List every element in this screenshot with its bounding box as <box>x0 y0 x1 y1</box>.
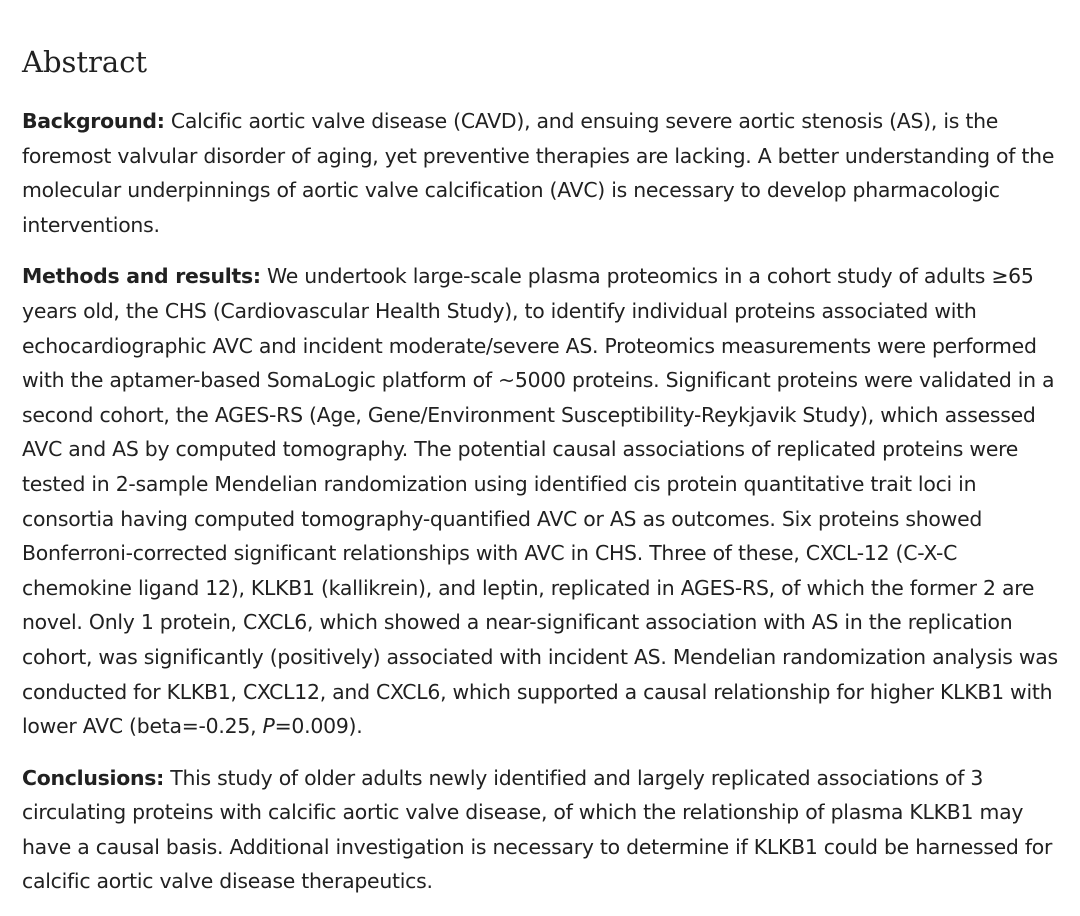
background-label: Background: <box>22 109 165 133</box>
conclusions-label: Conclusions: <box>22 765 165 790</box>
background-paragraph <box>22 104 1062 242</box>
p-value-symbol: P <box>262 714 275 739</box>
abstract-heading: Abstract <box>22 45 148 79</box>
methods-results-text: We undertook large-scale plasma proteomics in a cohort study of adults ≥65 years old, the CHS (Cardiovascular Health Study), to identify individual proteins associated with echocardiographic AVC and incident moderate/severe AS. Proteomics measurements were performed with the aptamer-based SomaLogic platform of ~5000 proteins. Significant proteins were validated in a second cohort, the AGES-RS (Age, Gene/Environment Susceptibility-Reykjavik Study), which assessed AVC and AS by computed tomography. The potential causal associations of replicated proteins were tested in 2-sample Mendelian randomization using identified cis protein quantitative trait loci in consortia having computed tomography-quantified AVC or AS as outcomes. Six proteins showed Bonferroni-corrected significant relationships with AVC in CHS. Three of these, CXCL-12 (C-X-C chemokine ligand 12), KLKB1 (kallikrein), and leptin, replicated in AGES-RS, of which the former 2 are novel. Only 1 protein, CXCL6, which showed a near-significant association with AS in the replication cohort, was significantly (positively) associated with incident AS. Mendelian randomization analysis was conducted for KLKB1, CXCL12, and CXCL6, which supported a causal relationship for higher KLKB1 with lower AVC (beta=-0.25, <box>22 264 1058 739</box>
conclusions-paragraph <box>22 761 1062 899</box>
abstract-section <box>22 40 1062 916</box>
methods-results-text-end: =0.009). <box>274 714 363 739</box>
background-text: Calcific aortic valve disease (CAVD), and ensuing severe aortic stenosis (AS), is the foremost valvular disorder of aging, yet preventive therapies are lacking. A better understanding of the molecular underpinnings of aortic valve calcification (AVC) is necessary to develop pharmacologic interventions. <box>22 109 1055 237</box>
methods-results-label: Methods and results: <box>22 264 261 289</box>
methods-results-paragraph <box>22 259 1062 743</box>
conclusions-text: This study of older adults newly identified and largely replicated associations of 3 circulating proteins with calcific aortic valve disease, of which the relationship of plasma KLKB1 may have a causal basis. Additional investigation is necessary to determine if KLKB1 could be harnessed for calcific aortic valve disease therapeutics. <box>22 765 1053 894</box>
